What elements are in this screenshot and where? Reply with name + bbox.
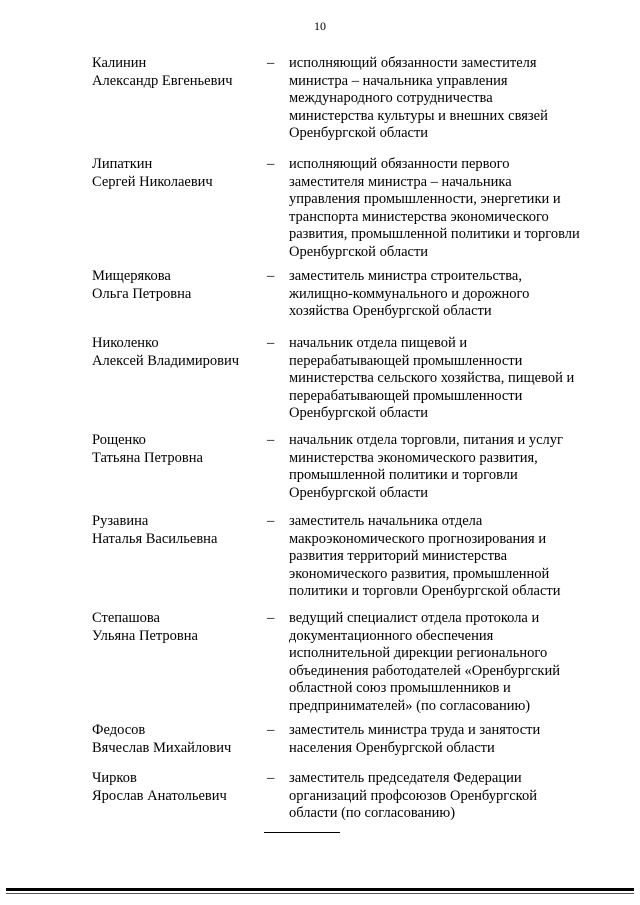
dash-separator: – bbox=[267, 770, 275, 786]
bottom-scan-edge-thin bbox=[6, 893, 634, 894]
member-name bbox=[92, 432, 262, 467]
member-position bbox=[289, 610, 599, 715]
member-name bbox=[92, 55, 262, 90]
position-line: макроэкономического прогнозирования и bbox=[289, 530, 547, 547]
position-line: политики и торговли Оренбургской области bbox=[289, 583, 561, 599]
position-line: международного сотрудничества bbox=[289, 90, 493, 106]
dash-separator: – bbox=[267, 268, 275, 284]
member-surname: Рощенко bbox=[92, 432, 146, 448]
position-line: населения Оренбургской области bbox=[289, 739, 495, 756]
member-surname: Федосов bbox=[92, 722, 146, 738]
member-surname: Чирков bbox=[92, 770, 137, 786]
member-surname: Степашова bbox=[92, 610, 160, 626]
member-position bbox=[289, 432, 599, 502]
member-given-name: Ульяна Петровна bbox=[92, 627, 198, 644]
position-line: начальник отдела пищевой и bbox=[289, 335, 468, 351]
position-line: экономического развития, промышленной bbox=[289, 565, 550, 582]
position-line: Оренбургской области bbox=[289, 405, 429, 421]
position-line: Оренбургской области bbox=[289, 484, 429, 501]
position-line: документационного обеспечения bbox=[289, 627, 494, 644]
member-position bbox=[289, 722, 599, 757]
position-line: хозяйства Оренбургской области bbox=[289, 303, 492, 319]
position-line: министерства культуры и внешних связей bbox=[289, 107, 548, 124]
position-line: организаций профсоюзов Оренбургской bbox=[289, 787, 537, 804]
position-line: управления промышленности, энергетики и bbox=[289, 191, 561, 207]
dash-separator: – bbox=[267, 513, 275, 529]
position-line: заместитель начальника отдела bbox=[289, 513, 483, 529]
member-given-name: Ольга Петровна bbox=[92, 285, 192, 302]
member-position bbox=[289, 770, 599, 823]
position-line: министра – начальника управления bbox=[289, 72, 508, 89]
position-line: министерства сельского хозяйства, пищевой и bbox=[289, 370, 575, 386]
position-line: области (по согласованию) bbox=[289, 805, 456, 821]
member-name bbox=[92, 770, 262, 805]
position-line: перерабатывающей промышленности bbox=[289, 352, 523, 369]
member-surname: Калинин bbox=[92, 55, 147, 71]
member-given-name: Алексей Владимирович bbox=[92, 352, 240, 369]
position-line: развития территорий министерства bbox=[289, 548, 508, 564]
member-position bbox=[289, 156, 599, 261]
position-line: заместитель министра строительства, bbox=[289, 268, 522, 284]
position-line: исполняющий обязанности первого bbox=[289, 156, 510, 172]
position-line: перерабатывающей промышленности bbox=[289, 387, 523, 404]
member-given-name: Александр Евгеньевич bbox=[92, 72, 233, 89]
member-name bbox=[92, 513, 262, 548]
position-line: развития, промышленной политики и торговли bbox=[289, 226, 580, 242]
dash-separator: – bbox=[267, 156, 275, 172]
position-line: Оренбургской области bbox=[289, 125, 429, 141]
dash-separator: – bbox=[267, 432, 275, 448]
member-given-name: Татьяна Петровна bbox=[92, 449, 203, 466]
position-line: областной союз промышленников и bbox=[289, 680, 511, 696]
member-given-name: Наталья Васильевна bbox=[92, 530, 218, 547]
dash-separator: – bbox=[267, 722, 275, 738]
position-line: начальник отдела торговли, питания и услуг bbox=[289, 432, 563, 448]
member-position bbox=[289, 335, 599, 423]
member-surname: Липаткин bbox=[92, 156, 153, 172]
position-line: министерства экономического развития, bbox=[289, 449, 538, 466]
member-name bbox=[92, 156, 262, 191]
page-number: 10 bbox=[314, 19, 326, 33]
position-line: транспорта министерства экономического bbox=[289, 208, 549, 225]
member-name bbox=[92, 268, 262, 303]
member-position bbox=[289, 513, 599, 601]
member-given-name: Ярослав Анатольевич bbox=[92, 787, 227, 804]
member-given-name: Сергей Николаевич bbox=[92, 173, 213, 190]
end-of-list-line bbox=[264, 832, 340, 833]
member-position bbox=[289, 268, 599, 321]
position-line: заместитель председателя Федерации bbox=[289, 770, 522, 786]
position-line: ведущий специалист отдела протокола и bbox=[289, 610, 540, 626]
member-name bbox=[92, 722, 262, 757]
member-surname: Николенко bbox=[92, 335, 159, 351]
dash-separator: – bbox=[267, 55, 275, 71]
position-line: предпринимателей» (по согласованию) bbox=[289, 697, 531, 714]
position-line: жилищно-коммунального и дорожного bbox=[289, 285, 530, 302]
member-name bbox=[92, 335, 262, 370]
position-line: объединения работодателей «Оренбургский bbox=[289, 662, 560, 679]
dash-separator: – bbox=[267, 335, 275, 351]
position-line: Оренбургской области bbox=[289, 243, 429, 260]
position-line: промышленной политики и торговли bbox=[289, 467, 518, 483]
position-line: заместитель министра труда и занятости bbox=[289, 722, 541, 738]
bottom-scan-edge bbox=[6, 888, 634, 891]
member-given-name: Вячеслав Михайлович bbox=[92, 739, 232, 756]
position-line: исполняющий обязанности заместителя bbox=[289, 55, 537, 71]
position-line: исполнительной дирекции регионального bbox=[289, 645, 548, 661]
member-position bbox=[289, 55, 599, 143]
dash-separator: – bbox=[267, 610, 275, 626]
member-name bbox=[92, 610, 262, 645]
member-surname: Мищерякова bbox=[92, 268, 171, 284]
position-line: заместителя министра – начальника bbox=[289, 173, 512, 190]
member-surname: Рузавина bbox=[92, 513, 149, 529]
